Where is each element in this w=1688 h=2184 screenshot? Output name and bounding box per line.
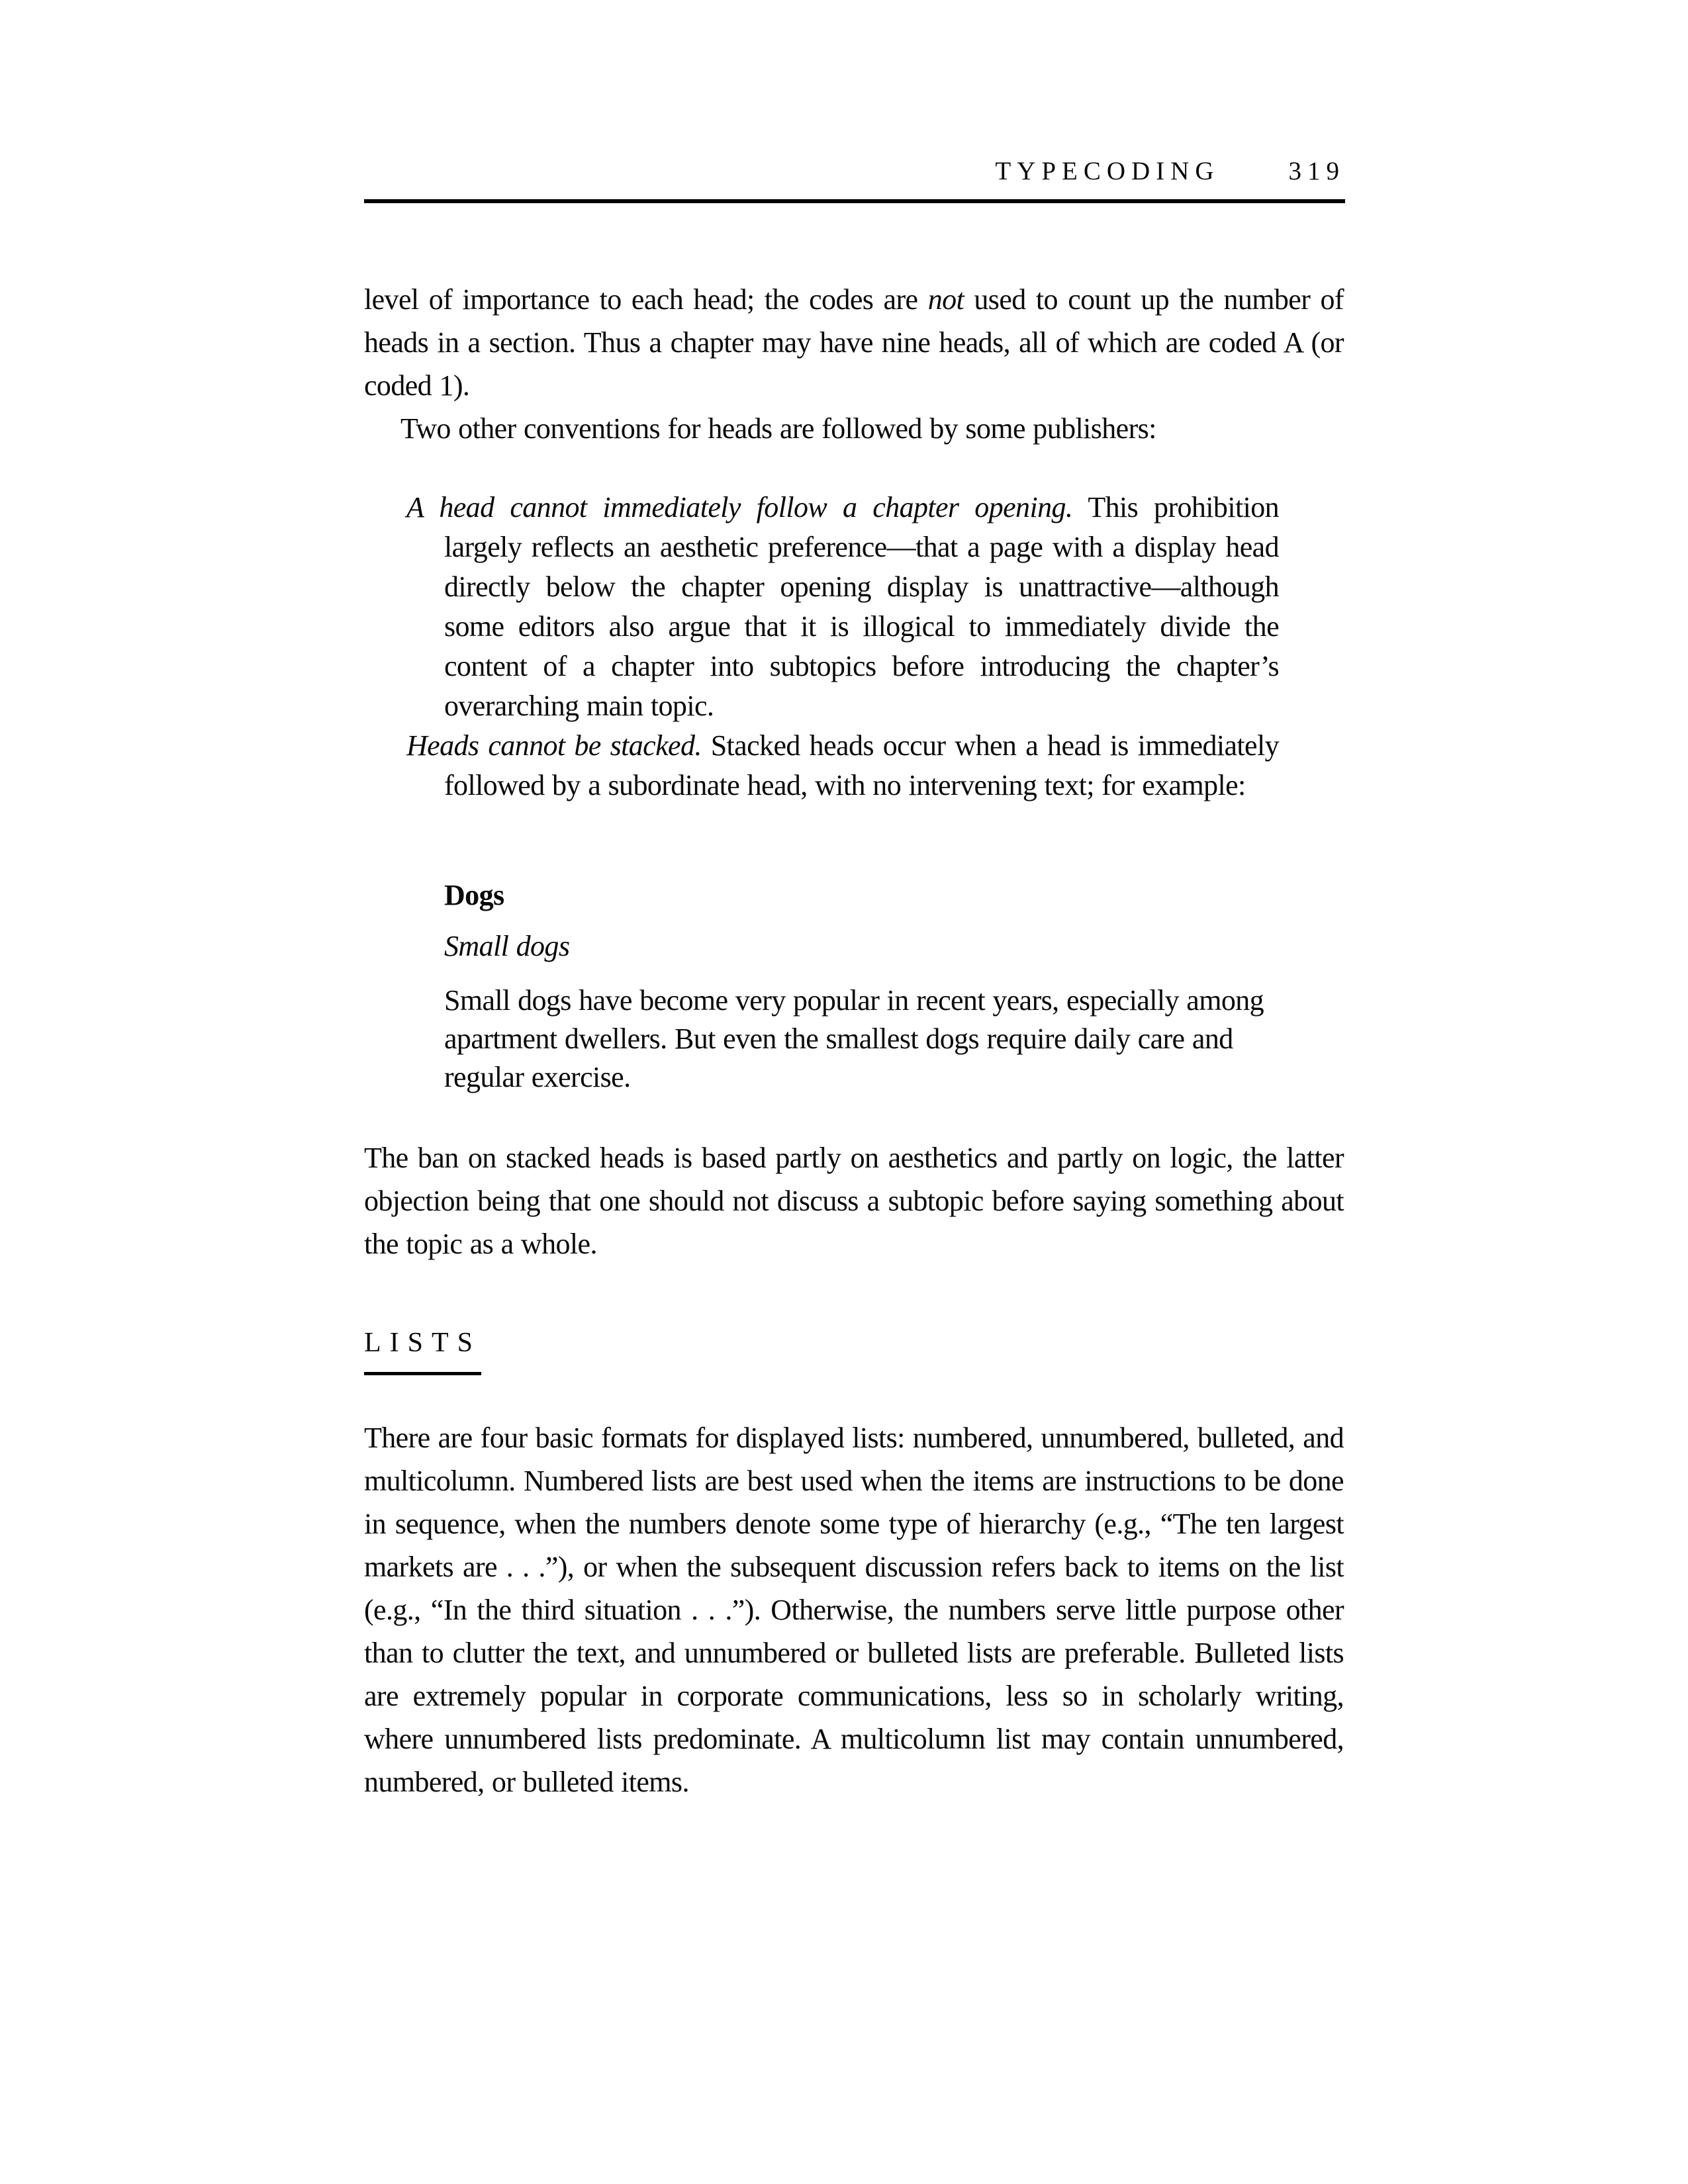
running-head	[364, 156, 1345, 187]
running-head-title: TYPECODING	[995, 157, 1220, 185]
paragraph-two-conventions: Two other conventions for heads are followed by some publishers:	[400, 412, 1156, 445]
example-subheading-small-dogs: Small dogs	[444, 930, 570, 962]
conventions-list	[364, 488, 1279, 805]
paragraph-list-formats: There are four basic formats for displayed lists: numbered, unnumbered, bulleted, and multicolumn. Numbered lists are best used when the items are instructions to be done in sequence, when the numbers denote some type of hierarchy (e.g., “The ten largest markets are . . .”), or when the subsequent discussion refers back to items on the list (e.g., “In the third situation . . .”). Otherwise, the numbers serve little purpose other than to clutter the text, and unnumbered or bulleted lists are preferable. Bulleted lists are extremely popular in corporate communications, less so in scholarly writing, where unnumbered lists predominate. A multicolumn list may contain unnumbered, numbered, or bulleted items.	[364, 1422, 1344, 1798]
paragraph-ban-stacked-heads: The ban on stacked heads is based partly on aesthetics and partly on logic, the latter objection being that one should not discuss a subtopic before saying something about the topic as a whole.	[364, 1142, 1344, 1260]
section-heading-lists: LISTS	[364, 1329, 481, 1375]
paragraph-continued: level of importance to each head; the codes are not used to count up the number of heads in a section. Thus a chapter may have nine heads, all of which are coded A (or coded 1).	[364, 283, 1344, 402]
header-rule	[364, 199, 1345, 203]
paragraph-continued-block	[364, 278, 1344, 450]
page-number: 319	[1288, 157, 1345, 185]
list-item: Heads cannot be stacked. Stacked heads occur when a head is immediately followed by a subordinate head, with no intervening text; for example:	[406, 729, 1280, 801]
example-heading-dogs: Dogs	[444, 879, 504, 911]
example-paragraph: Small dogs have become very popular in recent years, especially among apartment dwellers. But even the smallest dogs require daily care and regular exercise.	[444, 984, 1264, 1093]
list-item: A head cannot immediately follow a chapter opening. This prohibition largely reflects an aesthetic preference—that a page with a display head directly below the chapter opening display is unattractive—although some editors also argue that it is illogical to immediately divide the content of a chapter into subtopics before introducing the chapter’s overarching main topic.	[406, 491, 1279, 722]
